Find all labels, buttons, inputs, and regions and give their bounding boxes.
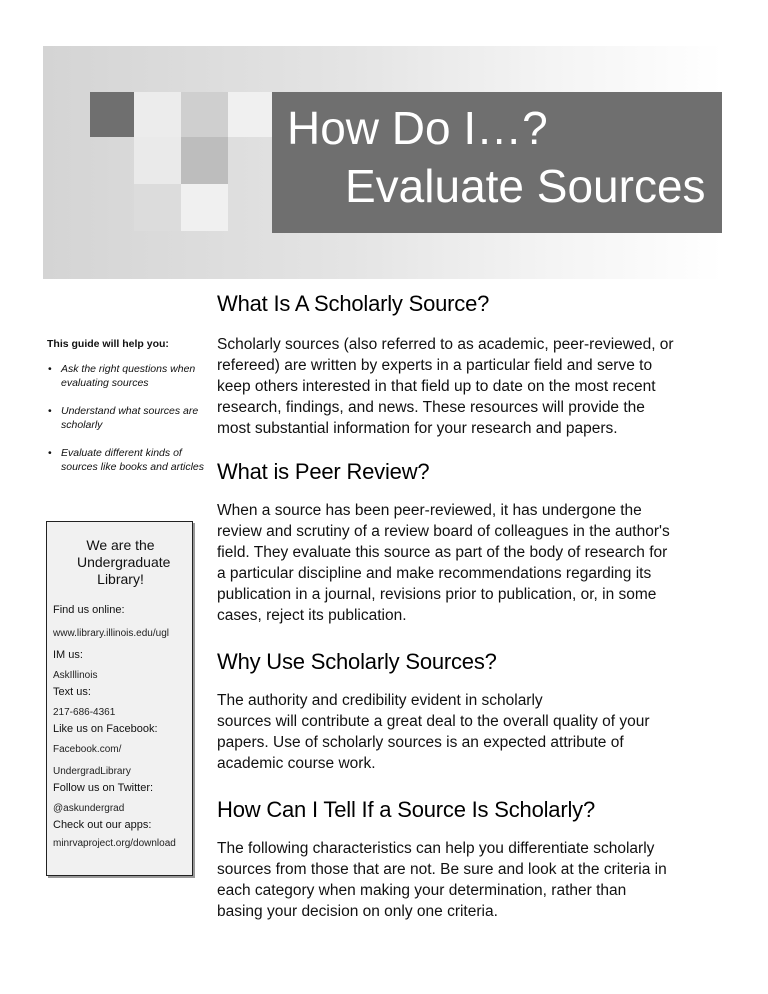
bullet-icon: •	[48, 363, 52, 375]
twitter-handle[interactable]: @askundergrad	[53, 803, 125, 814]
info-label-twitter: Follow us on Twitter:	[53, 782, 154, 794]
sidebar-list	[48, 362, 208, 488]
info-label-facebook: Like us on Facebook:	[53, 723, 158, 735]
decor-square	[90, 92, 134, 137]
page-title-line2: Evaluate Sources	[345, 160, 706, 212]
section-body-tell-scholarly: The following characteristics can help you differentiate scholarly sources from those that are not. Be sure and look at the criteria in each category when making your determination, rather than basing your decision on only one criteria.	[217, 840, 667, 920]
decor-square	[134, 92, 181, 137]
section-heading-scholarly-source: What Is A Scholarly Source?	[217, 291, 490, 316]
decor-square	[134, 184, 181, 231]
section-body-why-scholarly: The authority and credibility evident in scholarly sources will contribute a great deal to the overall quality of your papers. Use of scholarly sources is an expected attribute of academic course work.	[217, 692, 650, 772]
decor-square	[181, 92, 228, 137]
apps-link[interactable]: minrvaproject.org/download	[53, 838, 176, 849]
text-number[interactable]: 217-686-4361	[53, 707, 116, 718]
decor-square	[181, 137, 228, 184]
sidebar-list-item: • Evaluate different kinds of sources like books and articles	[48, 447, 204, 473]
info-label-online: Find us online:	[53, 604, 125, 616]
sidebar-heading: This guide will help you:	[47, 338, 169, 350]
library-info-box	[46, 521, 193, 876]
facebook-link-cont[interactable]: UndergradLibrary	[53, 766, 131, 777]
section-heading-tell-scholarly: How Can I Tell If a Source Is Scholarly?	[217, 797, 595, 822]
decor-square	[134, 137, 181, 184]
section-heading-peer-review: What is Peer Review?	[217, 459, 430, 484]
sidebar-list-item: • Understand what sources are scholarly	[48, 405, 199, 431]
facebook-link[interactable]: Facebook.com/	[53, 744, 122, 755]
info-box-heading: We are the Undergraduate Library!	[77, 537, 171, 587]
decor-square	[228, 92, 272, 137]
decor-square	[181, 184, 228, 231]
info-label-text: Text us:	[53, 686, 91, 698]
info-label-im: IM us:	[53, 649, 83, 661]
section-body-scholarly-source: Scholarly sources (also referred to as academic, peer-reviewed, or refereed) are written by experts in a particular field and serve to keep others interested in that field up to date on the most recent research, findings, and news. These resources will provide the most substantial information for your research and papers.	[217, 336, 674, 437]
bullet-icon: •	[48, 447, 52, 459]
section-body-peer-review: When a source has been peer-reviewed, it has undergone the review and scrutiny of a review board of colleagues in the author's field. They evaluate this source as part of the body of research for a particular discipline and make recommendations regarding its publication in a journal, revisions prior to publication, or, in some cases, reject its publication.	[217, 502, 670, 624]
section-heading-why-scholarly: Why Use Scholarly Sources?	[217, 649, 497, 674]
bullet-icon: •	[48, 405, 52, 417]
page-title-line1: How Do I…?	[287, 102, 548, 154]
info-label-apps: Check out our apps:	[53, 819, 152, 831]
im-handle[interactable]: AskIllinois	[53, 670, 98, 681]
sidebar-list-item: • Ask the right questions when evaluating sources	[48, 363, 196, 389]
website-link[interactable]: www.library.illinois.edu/ugl	[53, 628, 169, 639]
